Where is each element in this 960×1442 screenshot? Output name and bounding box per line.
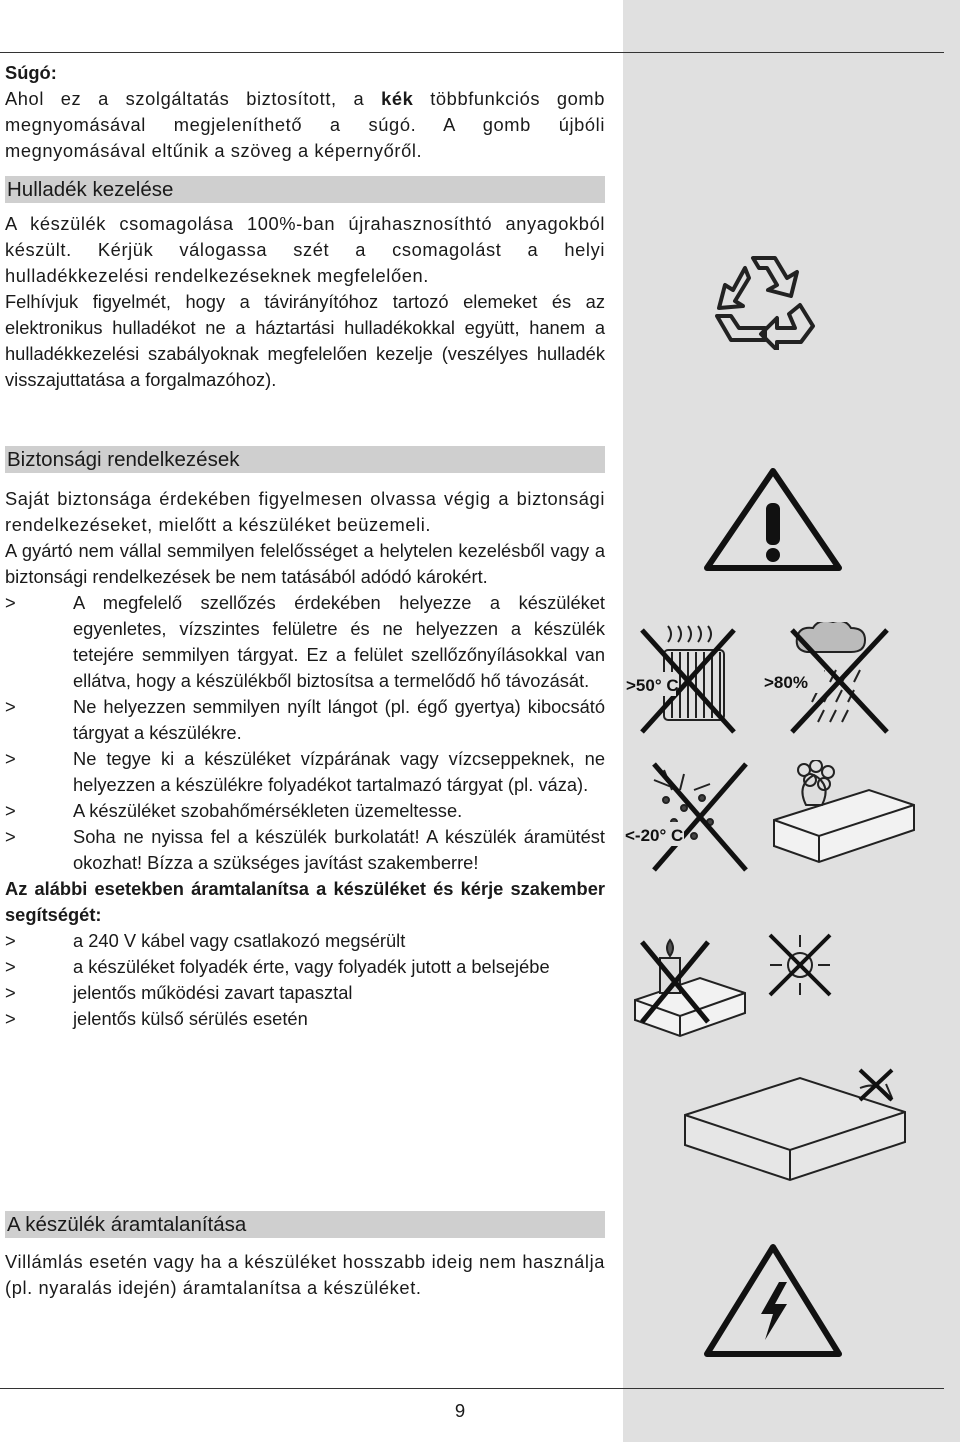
waste-section	[5, 176, 605, 393]
help-text	[5, 86, 605, 164]
safety-bullet	[5, 590, 605, 694]
unplug-bullet	[5, 1006, 605, 1032]
help-kek-word: kék	[381, 88, 414, 109]
bullet-text: jelentős működési zavart tapasztal	[73, 982, 353, 1003]
bullet-text: Ne tegye ki a készüléket vízpárának vagy vízcseppeknek, ne helyezzen a készülékre folyadékot tartalmazó tárgyat (pl. váza).	[73, 748, 605, 795]
unplug-bullet	[5, 980, 605, 1006]
bullet-mark: >	[5, 982, 16, 1003]
bullet-mark: >	[5, 748, 16, 769]
safety-bullet	[5, 824, 605, 876]
disconnect-section	[5, 1211, 605, 1301]
bullet-text: Ne helyezzen semmilyen nyílt lángot (pl. égő gyertya) kibocsátó tárgyat a készülékre.	[73, 696, 605, 743]
unplug-bullet	[5, 928, 605, 954]
page-number: 9	[454, 1400, 466, 1421]
safety-bullet	[5, 798, 605, 824]
no-cold-no-liquid-icon	[624, 760, 924, 875]
help-text-before: Ahol ez a szolgáltatás biztosított, a	[5, 88, 365, 109]
bottom-rule	[0, 1388, 944, 1389]
safety-section	[5, 446, 605, 1032]
bullet-mark: >	[5, 930, 16, 951]
bullet-mark: >	[5, 956, 16, 977]
no-sunlight-icon	[760, 930, 840, 1000]
bullet-text: A készüléket szobahőmérsékleten üzemeltesse.	[73, 800, 463, 821]
bullet-text: jelentős külső sérülés esetén	[73, 1008, 308, 1029]
safety-para-2: A gyártó nem vállal semmilyen felelősséget a helytelen kezelésből vagy a biztonsági rendelkezések be nem tatásából adódó károkért.	[5, 540, 605, 587]
electric-hazard-icon	[703, 1242, 843, 1358]
humidity-label: >80%	[764, 673, 808, 692]
safety-bullet	[5, 746, 605, 798]
disconnect-heading: A készülék áramtalanítása	[5, 1211, 605, 1238]
waste-para-2: Felhívjuk figyelmét, hogy a távirányítóhoz tartozó elemeket és az elektronikus hulladékot ne a háztartási hulladékokkal együtt, hanem a hulladékkezelési szabályoknak megfelelően kezelje (veszélyes hulladék visszajuttatása a forgalmazóhoz).	[5, 291, 605, 390]
ventilation-space-icon	[680, 1060, 910, 1185]
help-title: Súgó:	[5, 62, 57, 83]
safety-bullet	[5, 694, 605, 746]
bullet-text: a 240 V kábel vagy csatlakozó megsérült	[73, 930, 406, 951]
bullet-mark: >	[5, 800, 16, 821]
no-humidity-icon	[762, 622, 922, 737]
waste-heading: Hulladék kezelése	[5, 176, 605, 203]
bullet-mark: >	[5, 696, 16, 717]
disconnect-para: Villámlás esetén vagy ha a készüléket hosszabb ideig nem használja (pl. nyaralás idején) áramtalanítsa a készüléket.	[5, 1251, 605, 1298]
bullet-text: a készüléket folyadék érte, vagy folyadék jutott a belsejébe	[73, 956, 550, 977]
unplug-bullet	[5, 954, 605, 980]
help-text-after: többfunkciós gomb megnyomásával megjeleníthető a súgó. A gomb újbóli megnyomásával eltűnik a szöveg a képernyőről.	[5, 88, 606, 161]
unplug-intro: Az alábbi esetekben áramtalanítsa a készüléket és kérje szakember segítségét:	[5, 878, 605, 925]
safety-heading: Biztonsági rendelkezések	[5, 446, 605, 473]
heat-label: >50° C	[626, 676, 679, 695]
bullet-mark: >	[5, 592, 16, 613]
cold-label: <-20° C	[625, 826, 684, 845]
no-heat-icon	[624, 622, 742, 737]
warning-exclamation-icon	[703, 467, 843, 572]
bullet-text: A megfelelő szellőzés érdekében helyezze a készüléket egyenletes, vízszintes felületre és ne helyezzen a készülék tetejére semmilyen tárgyat. Ez a felület szellőzőnyílásokkal van ellátva, hogy a készülékből biztosítsa a termelődő hő távozását.	[73, 592, 605, 691]
top-rule	[0, 52, 944, 53]
help-section	[5, 60, 605, 164]
recycling-icon	[705, 250, 830, 350]
safety-para-1: Saját biztonsága érdekében figyelmesen olvassa végig a biztonsági rendelkezéseket, mielőtt a készüléket beüzemeli.	[5, 488, 605, 535]
bullet-text: Soha ne nyissa fel a készülék burkolatát! A készülék áramütést okozhat! Bízza a szükséges javítást szakemberre!	[73, 826, 605, 873]
no-open-flame-icon	[630, 938, 750, 1038]
waste-para-1: A készülék csomagolása 100%-ban újrahasznosíthtó anyagokból készült. Kérjük válogassa szét a csomagolást a helyi hulladékkezelési rendelkezéseknek megfelelően.	[5, 213, 605, 286]
bullet-mark: >	[5, 826, 16, 847]
bullet-mark: >	[5, 1008, 16, 1029]
